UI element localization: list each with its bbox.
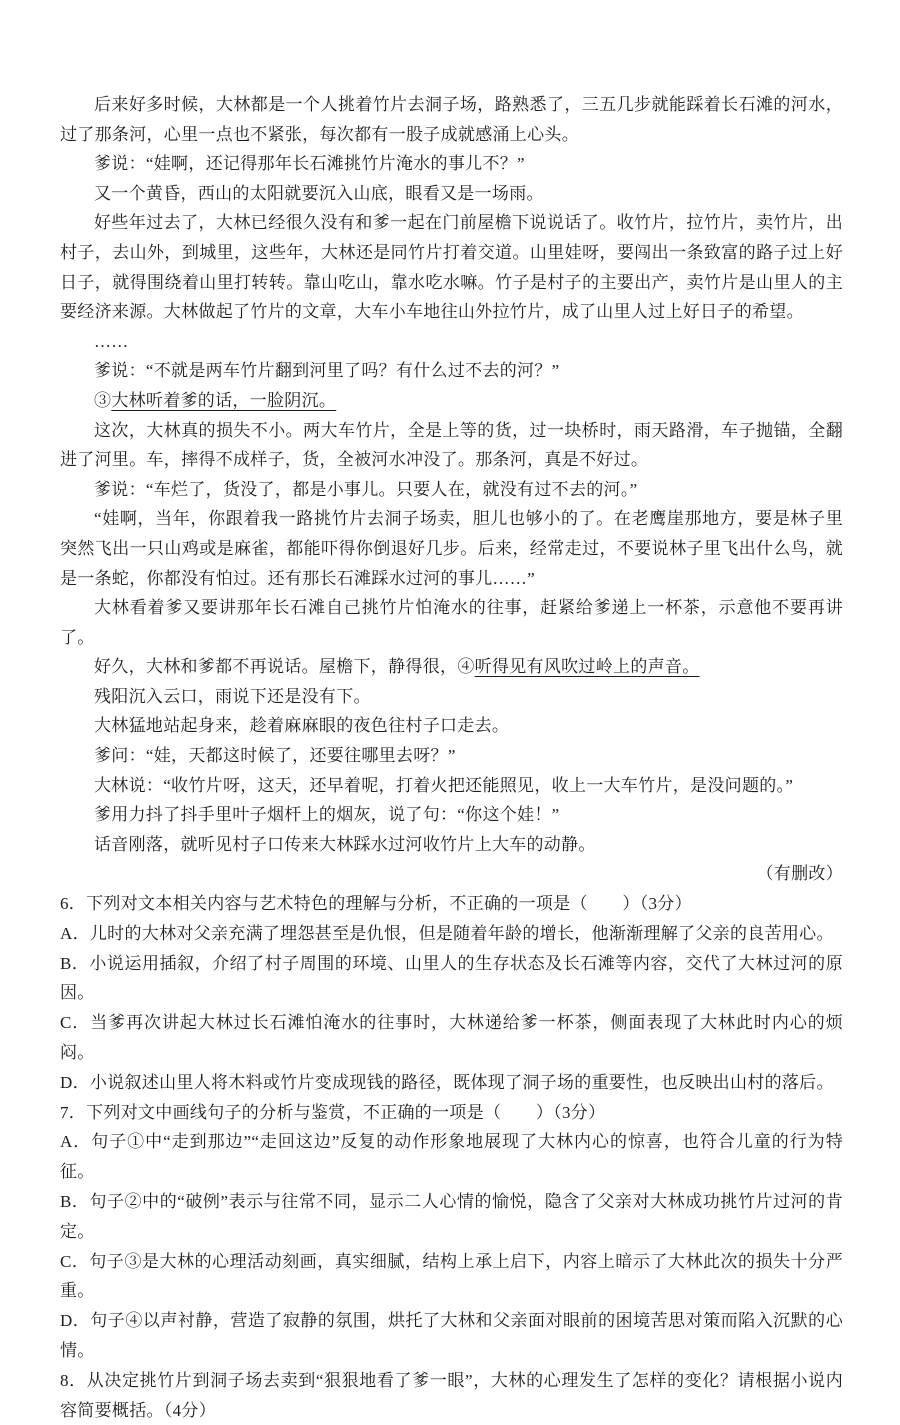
- passage-paragraph: [60, 682, 843, 712]
- passage-text: 好久，大林和爹都不再说话。屋檐下，静得很，: [94, 657, 458, 677]
- passage-paragraph: [60, 149, 843, 179]
- question-option: B．小说运用插叙，介绍了村子周围的环境、山里人的生存状态及长石滩等内容，交代了大林过河的原因。: [60, 953, 843, 1003]
- question-option: D．小说叙述山里人将木料或竹片变成现钱的路径，既体现了洞子场的重要性，也反映出山村的落后。: [60, 1072, 834, 1092]
- passage-text: 又一个黄昏，西山的太阳就要沉入山底，眼看又是一场雨。: [94, 183, 544, 203]
- passage-text: “娃啊，当年，你跟着我一路挑竹片去洞子场卖，胆儿也够小的了。在老鹰崖那地方，要是林子里突然飞出一只山鸡或是麻雀，都能吓得你倒退好几步。后来，经常走过，不要说林子里飞出什么鸟，就是一条蛇，你都没有怕过。还有那长石滩踩水过河的事儿……”: [60, 509, 843, 588]
- passage-paragraph: [60, 356, 843, 386]
- passage-paragraph: [60, 386, 843, 416]
- passage-text: 爹说：“娃啊，还记得那年长石滩挑竹片淹水的事儿不？”: [94, 154, 525, 174]
- passage-paragraph: [60, 208, 843, 326]
- passage-text: 大林说：“收竹片呀，这天，还早着呢，打着火把还能照见，收上一大车竹片，是没问题的。”: [94, 775, 794, 795]
- passage-paragraph: [60, 711, 843, 741]
- passage-text: ……: [94, 331, 129, 351]
- passage-paragraph: [60, 652, 843, 682]
- question-option: C．当爹再次讲起大林过长石滩怕淹水的往事时，大林递给爹一杯茶，侧面表现了大林此时内心的烦闷。: [60, 1013, 843, 1063]
- passage-paragraph: [60, 475, 843, 505]
- passage-paragraph: [60, 771, 843, 801]
- passage-text: 爹说：“不就是两车竹片翻到河里了吗？有什么过不去的河？”: [94, 361, 560, 381]
- underlined-sentence: 大林听着爹的话，一脸阴沉。: [111, 390, 337, 410]
- passage-text: 大林猛地站起身来，趁着麻麻眼的夜色往村子口走去。: [94, 716, 510, 736]
- passage-text: 这次，大林真的损失不小。两大车竹片，全是上等的货，过一块桥时，雨天路滑，车子抛锚，全翻进了河里。车，摔得不成样子，货，全被河水冲没了。那条河，真是不好过。: [60, 420, 843, 470]
- question-stem: 8．从决定挑竹片到洞子场去卖到“狠狠地看了爹一眼”，大林的心理发生了怎样的变化？请根据小说内容简要概括。（4分）: [60, 1370, 843, 1420]
- passage-paragraph: [60, 90, 843, 149]
- passage-paragraph: [60, 830, 843, 860]
- passage-text: 大林看着爹又要讲那年长石滩自己挑竹片怕淹水的往事，赶紧给爹递上一杯茶，示意他不要再讲了。: [60, 598, 843, 647]
- passage-paragraph: [60, 504, 843, 593]
- passage-text: 好些年过去了，大林已经很久没有和爹一起在门前屋檐下说说话了。收竹片，拉竹片，卖竹片，出村子，去山外，到城里，这些年，大林还是同竹片打着交道。山里娃呀，要闯出一条致富的路子过上好日子，就得围绕着山里打转转。靠山吃山，靠水吃水嘛。竹子是村子的主要出产，卖竹片是山里人的主要经济来源。大林做起了竹片的文章，大车小车地往山外拉竹片，成了山里人过上好日子的希望。: [60, 213, 843, 322]
- passage-paragraph: [60, 593, 843, 652]
- passage-attribution-wrap: [60, 859, 843, 889]
- passage-attribution: （有删改）: [756, 864, 843, 884]
- question-stem: 6．下列对文本相关内容与艺术特色的理解与分析，不正确的一项是（ ）（3分）: [60, 894, 692, 914]
- passage-paragraph: [60, 741, 843, 771]
- question-option: C．句子③是大林的心理活动刻画，真实细腻，结构上承上启下，内容上暗示了大林此次的损失十分严重。: [60, 1251, 843, 1301]
- passage-paragraph: [60, 327, 843, 357]
- passage-text: 爹说：“车烂了，货没了，都是小事儿。只要人在，就没有过不去的河。”: [94, 479, 638, 499]
- passage-text: 后来好多时候，大林都是一个人挑着竹片去洞子场，路熟悉了，三五几步就能踩着长石滩的河水，过了那条河，心里一点也不紧张，每次都有一股子成就感涌上心头。: [60, 95, 843, 144]
- passage-text: 话音刚落，就听见村子口传来大林踩水过河收竹片上大车的动静。: [94, 834, 596, 854]
- question-stem: 7．下列对文中画线句子的分析与鉴赏，不正确的一项是（ ）（3分）: [60, 1102, 606, 1122]
- passage: [60, 90, 843, 859]
- passage-paragraph: [60, 416, 843, 475]
- passage-text: 残阳沉入云口，雨说下还是没有下。: [94, 686, 371, 706]
- passage-text: 爹用力抖了抖手里叶子烟杆上的烟灰，说了句：“你这个娃！”: [94, 805, 560, 825]
- question-option: A．儿时的大林对父亲充满了埋怨甚至是仇恨，但是随着年龄的增长，他渐渐理解了父亲的良苦用心。: [60, 923, 834, 943]
- passage-text: ③: [94, 390, 112, 410]
- question-option: B．句子②中的“破例”表示与往常不同，显示二人心情的愉悦，隐含了父亲对大林成功挑竹片过河的肯定。: [60, 1192, 843, 1241]
- passage-paragraph: [60, 800, 843, 830]
- question-option: A．句子①中“走到那边”“走回这边”反复的动作形象地展现了大林内心的惊喜，也符合儿童的行为特征。: [60, 1132, 843, 1182]
- passage-text: 爹问：“娃，天都这时候了，还要往哪里去呀？”: [94, 746, 456, 766]
- question-option: D．句子④以声衬静，营造了寂静的氛围，烘托了大林和父亲面对眼前的困境苦思对策而陷入沉默的心情。: [60, 1311, 843, 1360]
- passage-text: ④: [457, 657, 475, 677]
- underlined-sentence: 听得见有风吹过岭上的声音。: [474, 657, 700, 677]
- questions: [60, 889, 843, 1425]
- passage-paragraph: [60, 179, 843, 209]
